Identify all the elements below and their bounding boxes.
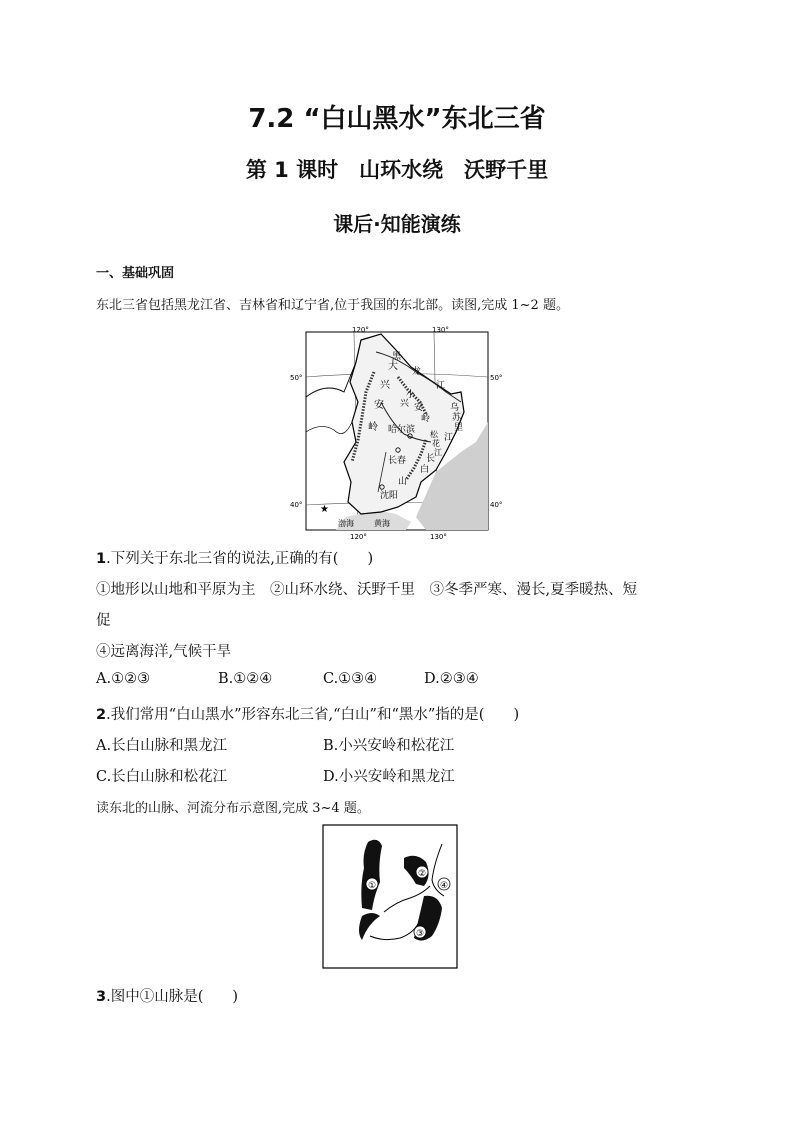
map-label: 龙 bbox=[412, 367, 422, 377]
map-label: 岭 bbox=[421, 414, 431, 424]
marker-2: ② bbox=[417, 869, 427, 879]
map-label: 安 bbox=[414, 403, 424, 413]
intro-text-2: 读东北的山脉、河流分布示意图,完成 3~4 题。 bbox=[96, 801, 370, 816]
q1-option-b[interactable]: B.①②④ bbox=[218, 671, 273, 687]
mountain-river-sketch bbox=[322, 824, 458, 970]
q1-option-a[interactable]: A.①②③ bbox=[96, 671, 151, 687]
question-number: 1 bbox=[96, 551, 107, 567]
q1-option-c[interactable]: C.①③④ bbox=[323, 671, 378, 687]
map-label: 兴 bbox=[380, 380, 390, 391]
q2-option-c[interactable]: C.长白山脉和松花江 bbox=[96, 769, 228, 785]
page-title: 7.2 “白山黑水”东北三省 bbox=[248, 104, 546, 134]
lat-label: 50° bbox=[290, 374, 303, 382]
intro-text-1: 东北三省包括黑龙江省、吉林省和辽宁省,位于我国的东北部。读图,完成 1~2 题。 bbox=[96, 298, 569, 313]
part-heading: 一、基础巩固 bbox=[96, 266, 175, 281]
map-label: 乌 bbox=[450, 403, 460, 413]
q2-option-b[interactable]: B.小兴安岭和松花江 bbox=[323, 738, 455, 754]
marker-4: ④ bbox=[439, 881, 449, 891]
map-label: 里 bbox=[454, 423, 464, 433]
question-stem: .我们常用“白山黑水”形容东北三省,“白山”和“黑水”指的是( ) bbox=[106, 707, 520, 723]
marker-3: ③ bbox=[415, 929, 425, 939]
marker-1: ① bbox=[367, 881, 377, 891]
question-2 bbox=[96, 703, 519, 724]
map-label: 江 bbox=[444, 433, 454, 443]
q1-statements-cont: 促 bbox=[96, 613, 111, 629]
question-stem: .图中①山脉是( ) bbox=[106, 989, 239, 1005]
sea-label: 渤海 bbox=[338, 519, 354, 528]
lat-label: 50° bbox=[490, 374, 503, 382]
question-number: 3 bbox=[96, 989, 107, 1005]
section-title: 课后·知能演练 bbox=[333, 212, 461, 236]
map-label: 山 bbox=[398, 477, 408, 487]
lat-label: 40° bbox=[490, 501, 503, 509]
map-label: 兴 bbox=[400, 399, 410, 409]
question-stem: .下列关于东北三省的说法,正确的有( ) bbox=[106, 551, 374, 567]
map-label: 岭 bbox=[368, 422, 378, 433]
lon-label: 130° bbox=[430, 533, 447, 541]
q2-option-d[interactable]: D.小兴安岭和黑龙江 bbox=[323, 769, 455, 785]
map-label: 花 bbox=[432, 439, 440, 448]
map-label: 长 bbox=[426, 454, 436, 464]
svg-text:★: ★ bbox=[320, 504, 329, 515]
q2-option-a[interactable]: A.长白山脉和黑龙江 bbox=[96, 738, 228, 754]
lon-label: 120° bbox=[350, 533, 367, 541]
map-label: 白 bbox=[420, 465, 430, 475]
map-label: 江 bbox=[434, 448, 442, 457]
map-label: 大 bbox=[388, 361, 398, 372]
map-label: 江 bbox=[436, 381, 446, 391]
lon-label: 130° bbox=[432, 326, 449, 334]
map-label: 黑 bbox=[392, 352, 402, 362]
map-label: 松 bbox=[430, 430, 438, 439]
lon-label: 120° bbox=[352, 326, 369, 334]
city-label: 长春 bbox=[388, 456, 407, 466]
lesson-subtitle: 第 1 课时 山环水绕 沃野千里 bbox=[245, 158, 549, 182]
city-label: 哈尔滨 bbox=[388, 425, 416, 435]
map-label: 苏 bbox=[452, 413, 462, 423]
q1-option-d[interactable]: D.②③④ bbox=[424, 671, 479, 687]
northeast-map bbox=[286, 322, 508, 542]
q1-statements: ①地形以山地和平原为主 ②山环水绕、沃野千里 ③冬季严寒、漫长,夏季暖热、短 bbox=[96, 582, 638, 598]
question-3 bbox=[96, 985, 238, 1006]
q1-statement-4: ④远离海洋,气候干旱 bbox=[96, 644, 232, 660]
question-number: 2 bbox=[96, 707, 107, 723]
map-label: 小 bbox=[406, 390, 416, 400]
sea-label: 黄海 bbox=[374, 519, 390, 528]
city-label: 沈阳 bbox=[380, 491, 399, 501]
question-1 bbox=[96, 547, 373, 568]
map-label: 安 bbox=[374, 400, 384, 411]
lat-label: 40° bbox=[290, 501, 303, 509]
